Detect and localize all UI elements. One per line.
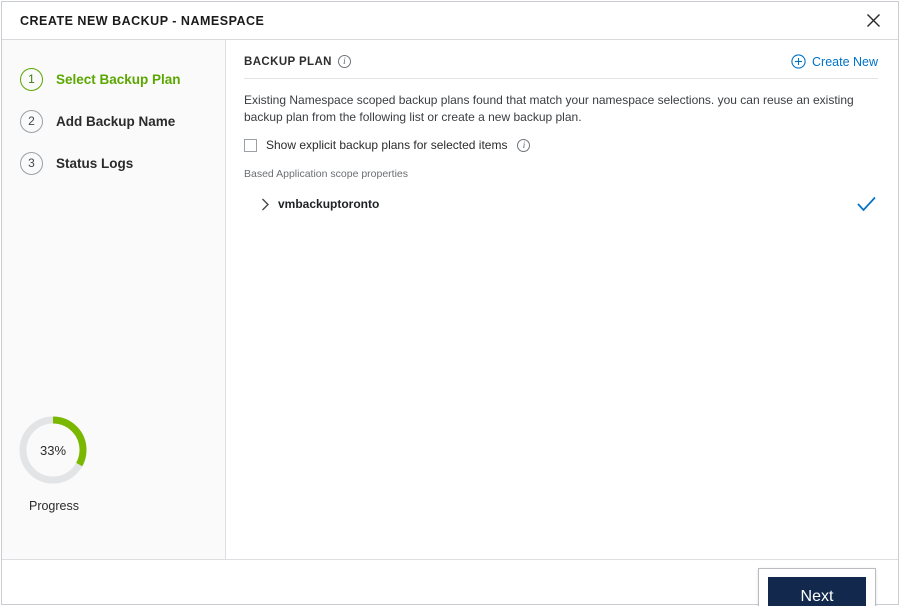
dialog-body bbox=[2, 40, 898, 559]
progress-label: Progress bbox=[28, 499, 80, 513]
info-icon[interactable]: i bbox=[338, 55, 351, 68]
progress-donut bbox=[18, 415, 88, 485]
step-label: Add Backup Name bbox=[56, 113, 176, 129]
panel-title: BACKUP PLAN bbox=[244, 55, 332, 68]
sidebar-step-status-logs[interactable] bbox=[2, 142, 225, 184]
dialog-titlebar bbox=[2, 2, 898, 40]
close-icon[interactable] bbox=[862, 10, 884, 32]
step-number: 1 bbox=[20, 68, 43, 91]
create-backup-dialog bbox=[1, 1, 899, 605]
show-explicit-plans-checkbox[interactable] bbox=[244, 139, 257, 152]
panel-description: Existing Namespace scoped backup plans found that match your namespace selections. you can reuse an existing backup plan from the following list or create a new backup plan. bbox=[244, 93, 854, 124]
show-explicit-plans-label: Show explicit backup plans for selected items bbox=[266, 138, 508, 152]
info-icon[interactable]: i bbox=[517, 139, 530, 152]
progress-value: 33% bbox=[39, 442, 67, 458]
step-number: 3 bbox=[20, 152, 43, 175]
progress-indicator bbox=[18, 415, 90, 513]
sidebar-step-add-backup-name[interactable] bbox=[2, 100, 225, 142]
panel-header bbox=[244, 54, 878, 79]
next-button[interactable]: Next bbox=[768, 577, 866, 606]
dialog-title: CREATE NEW BACKUP - NAMESPACE bbox=[20, 13, 265, 28]
create-new-label: Create New bbox=[812, 54, 878, 69]
plan-name: vmbackuptoronto bbox=[278, 197, 380, 211]
step-label: Status Logs bbox=[56, 155, 134, 171]
wizard-sidebar bbox=[2, 40, 226, 559]
show-explicit-plans-row bbox=[244, 138, 878, 152]
plus-circle-icon bbox=[791, 54, 806, 69]
chevron-right-icon[interactable] bbox=[258, 197, 272, 211]
next-button-container bbox=[758, 568, 876, 606]
create-new-button[interactable] bbox=[791, 54, 878, 69]
dialog-footer bbox=[2, 559, 898, 604]
sidebar-step-select-backup-plan[interactable] bbox=[2, 58, 225, 100]
scope-properties-note: Based Application scope properties bbox=[244, 168, 409, 180]
backup-plan-panel bbox=[226, 40, 898, 559]
step-label: Select Backup Plan bbox=[56, 71, 181, 87]
check-icon[interactable] bbox=[857, 196, 876, 212]
step-number: 2 bbox=[20, 110, 43, 133]
list-item[interactable] bbox=[244, 192, 878, 216]
